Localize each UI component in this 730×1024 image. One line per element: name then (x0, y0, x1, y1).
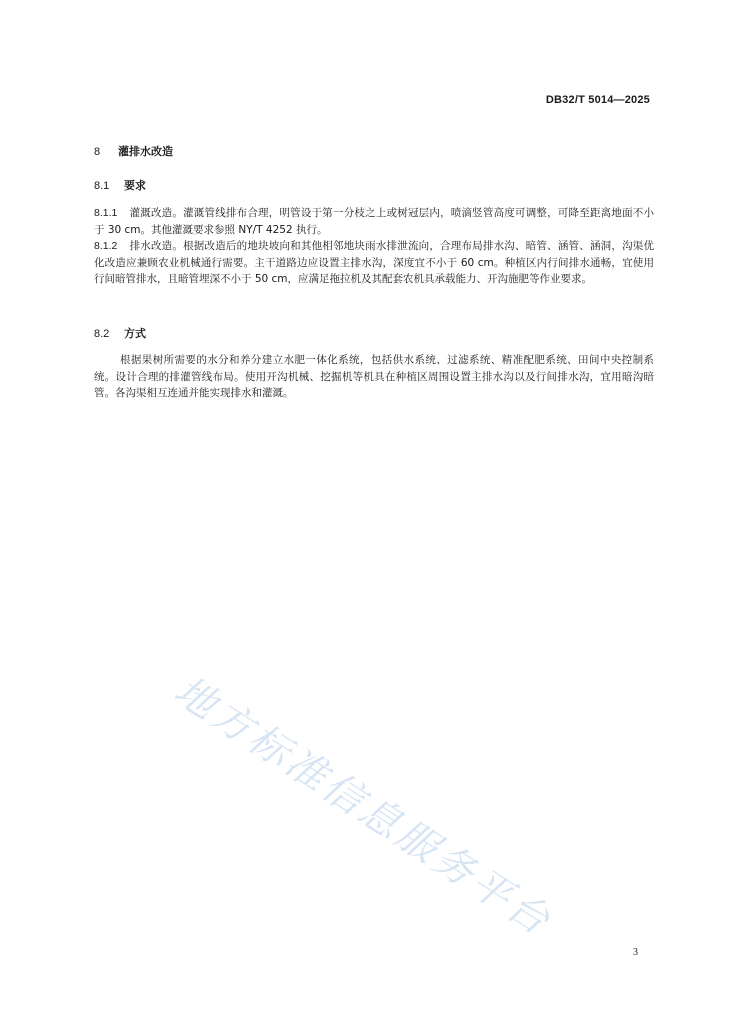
section-8-1-title: 要求 (124, 179, 146, 192)
page-number: 3 (633, 947, 638, 958)
clause-8-1-2-number: 8.1.2 (94, 240, 118, 252)
clause-8-1-1 (94, 205, 654, 238)
section-8-2-heading (94, 325, 146, 341)
section-8-2-number: 8.2 (94, 328, 110, 340)
section-8-heading (94, 143, 173, 159)
section-8-2-paragraph: 根据果树所需要的水分和养分建立水肥一体化系统，包括供水系统、过滤系统、精准配肥系统、田间中央控制系统。设计合理的排灌管线布局。使用开沟机械、挖掘机等机具在种植区周围设置主排水沟以及行间排水沟，宜用暗沟暗管。各沟渠相互连通并能实现排水和灌溉。 (94, 354, 654, 399)
clause-8-1-2-text: 排水改造。根据改造后的地块坡向和其他相邻地块雨水排泄流向，合理布局排水沟、暗管、涵管、涵洞，沟渠优化改造应兼顾农业机械通行需要。主干道路边应设置主排水沟，深度宜不小于 60 cm。种植区内行间排水通畅，宜使用行间暗管排水，且暗管埋深不小于 50 cm，应满足拖拉机及其配套农机具承载能力、开沟施肥等作业要求。 (94, 240, 654, 285)
clause-8-1-1-number: 8.1.1 (94, 207, 118, 219)
standard-code: DB32/T 5014—2025 (545, 94, 650, 106)
section-8-title: 灌排水改造 (118, 145, 173, 158)
section-8-2-title: 方式 (124, 327, 146, 340)
watermark: 地方标准信息服务平台 (166, 667, 561, 946)
clause-8-1-1-text: 灌溉改造。灌溉管线排布合理，明管设于第一分枝之上或树冠层内，喷滴竖管高度可调整，可降至距离地面不小于 30 cm。其他灌溉要求参照 NY/T 4252 执行。 (94, 207, 654, 236)
section-8-1-number: 8.1 (94, 180, 110, 192)
section-8-1-heading (94, 177, 146, 193)
section-8-number: 8 (94, 146, 101, 158)
clause-8-1-2 (94, 238, 654, 288)
